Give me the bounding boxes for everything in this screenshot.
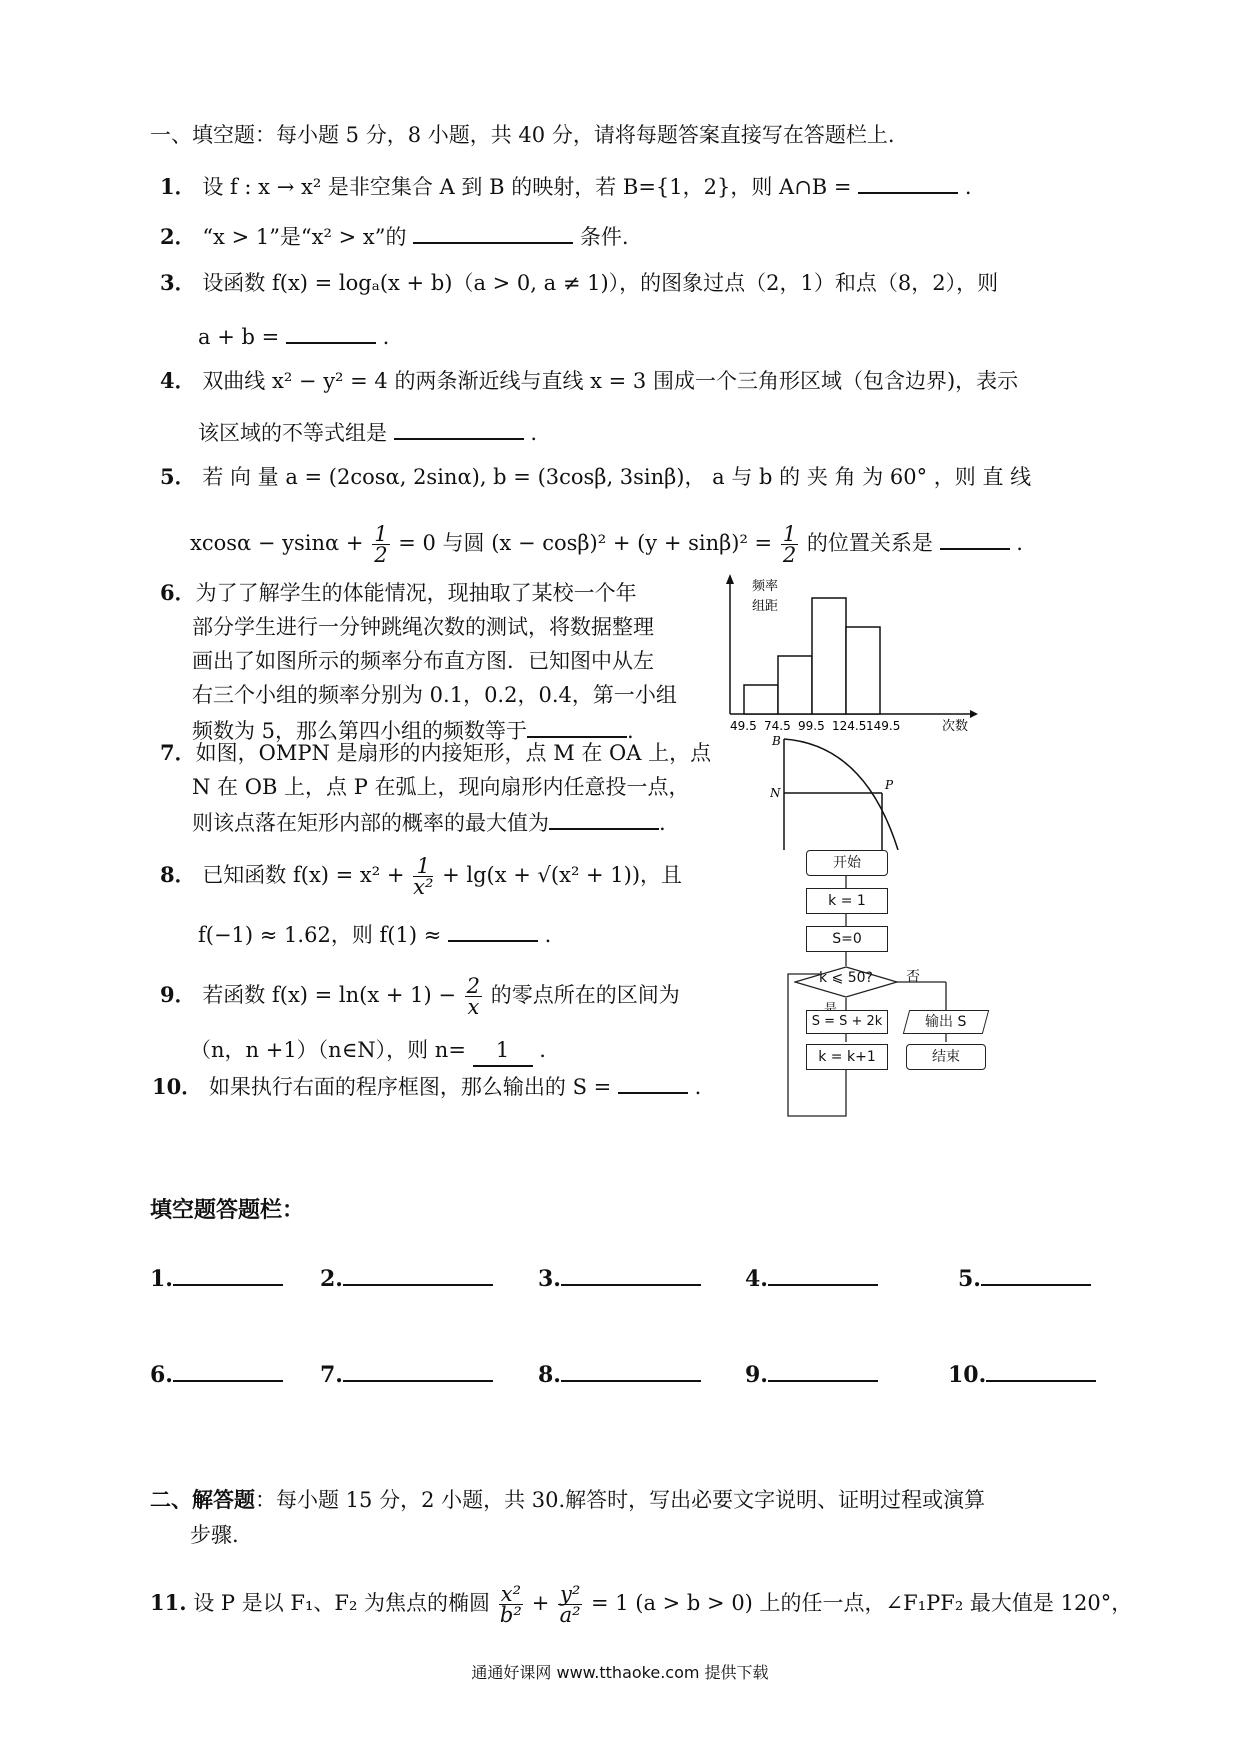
answer-slot-6[interactable] [150, 1358, 283, 1388]
question-8-text-b: f(−1) ≈ 1.62，则 f(1) ≈ [198, 923, 442, 947]
question-8 [160, 852, 682, 898]
question-2 [160, 220, 629, 252]
question-8-line2 [198, 918, 551, 950]
sector-label-p: P [885, 778, 894, 792]
question-3-end: . [382, 325, 390, 349]
question-4-number: 4． [160, 368, 196, 393]
question-4 [160, 366, 1018, 396]
question-7-number: 7． [160, 740, 196, 765]
section2-heading-rest: ：每小题 15 分，2 小题，共 30.解答时，写出必要文字说明、证明过程或演算 [255, 1488, 986, 1512]
question-10-text: 如果执行右面的程序框图，那么输出的 S = [208, 1075, 612, 1099]
flowchart-s-init: S=0 [806, 926, 888, 952]
question-11-number: 11. [150, 1590, 187, 1615]
sector-label-b: B [772, 735, 781, 748]
answer-slot-1-label: 1. [150, 1266, 173, 1292]
question-3-number: 3． [160, 270, 196, 295]
histogram-tick-label: 149.5 [866, 719, 901, 732]
histogram-ylabel-top: 频率 [752, 579, 779, 594]
flowchart-k-init: k = 1 [806, 888, 888, 914]
question-5-blank [940, 526, 1010, 550]
question-9 [160, 972, 680, 1018]
answer-slot-9-line[interactable] [768, 1358, 878, 1382]
question-5-text-b3: 的位置关系是 [806, 531, 933, 555]
answer-slot-6-label: 6. [150, 1362, 173, 1388]
answer-slot-2[interactable] [320, 1262, 493, 1292]
flowchart-update-k: k = k+1 [806, 1044, 888, 1070]
question-7-end: . [659, 811, 666, 835]
answer-slot-6-line[interactable] [173, 1358, 283, 1382]
histogram-figure [720, 572, 980, 732]
histogram-tick-label: 124.5 [832, 719, 867, 732]
section2-heading-bold: 二、解答题 [150, 1487, 255, 1512]
question-4-end: . [530, 421, 538, 445]
question-3-text: 设函数 f(x) = logₐ(x + b)（a > 0, a ≠ 1)），的图象过点（2，1）和点（8，2），则 [202, 271, 999, 295]
question-8-text: 已知函数 f(x) = x² + [202, 863, 405, 887]
question-6-line-2: 部分学生进行一分钟跳绳次数的测试，将数据整理 [192, 615, 654, 639]
question-6-line-5: 频数为 5，那么第四小组的频数等于 [192, 719, 528, 743]
flowchart-condition: k ⩽ 50? [819, 970, 873, 986]
answer-slot-8[interactable] [538, 1358, 701, 1388]
answer-slot-3-line[interactable] [561, 1262, 701, 1286]
question-1 [160, 170, 972, 202]
histogram-x-arrow [970, 710, 978, 718]
question-1-text: 设 f : x → x² 是非空集合 A 到 B 的映射，若 B={1，2}，则 A∩B = [202, 175, 852, 199]
question-9-text-b: （n，n +1）（n∈N），则 n= [190, 1038, 466, 1062]
question-5-fraction-1: $\frac{1}{2}$ [374, 522, 388, 567]
question-6-line-1: 为了了解学生的体能情况，现抽取了某校一个年 [195, 581, 637, 605]
question-2-blank [413, 220, 573, 244]
flowchart-update-s: S = S + 2k [806, 1010, 888, 1034]
question-1-blank [858, 170, 958, 194]
histogram-ylabel-bottom: 组距 [752, 599, 779, 614]
question-8-text-2: + lg(x + √(x² + 1))，且 [442, 863, 683, 887]
answer-slot-4-label: 4. [745, 1266, 768, 1292]
question-5-end: . [1016, 531, 1023, 555]
answer-slot-5-label: 5. [958, 1266, 981, 1292]
question-4-text: 双曲线 x² − y² = 4 的两条渐近线与直线 x = 3 围成一个三角形区域（包含边界)，表示 [202, 369, 1019, 393]
question-1-end: . [964, 175, 972, 199]
answer-slot-4-line[interactable] [768, 1262, 878, 1286]
question-9-answer: 1 [473, 1035, 533, 1067]
question-1-number: 1． [160, 174, 196, 199]
question-7 [160, 738, 760, 838]
page-footer: 通通好课网 www.tthaoke.com 提供下载 [471, 1663, 769, 1682]
question-10-number: 10． [152, 1074, 203, 1099]
question-6-blank [527, 714, 627, 738]
histogram-ticks [730, 719, 900, 732]
answer-slot-2-line[interactable] [343, 1262, 493, 1286]
question-11-fraction-1: $\frac{\text{x²}}{\text{b²}}$ [499, 1582, 522, 1627]
question-8-blank [448, 918, 538, 942]
question-7-blank [549, 806, 659, 830]
question-5-text-b1: xcosα − ysinα + [190, 531, 364, 555]
question-6-end: . [627, 719, 634, 743]
flowchart-end: 结束 [906, 1044, 986, 1070]
histogram-bar [744, 685, 778, 714]
question-8-fraction: $\frac{1}{\text{x²}}$ [413, 854, 434, 899]
answer-slot-9-label: 9. [745, 1362, 768, 1388]
answer-slot-7[interactable] [320, 1358, 493, 1388]
question-5-number: 5． [160, 464, 196, 489]
question-5-line2 [190, 520, 1023, 566]
answer-slot-5[interactable] [958, 1262, 1091, 1292]
question-5-text: 若 向 量 a = (2cosα, 2sinα), b = (3cosβ, 3sinβ)， a 与 b 的 夹 角 为 60° ，则 直 线 [202, 465, 1032, 489]
question-10-end: . [694, 1075, 702, 1099]
flowchart-output-label: 输出 S [925, 1014, 967, 1030]
question-11-text: 设 P 是以 F₁、F₂ 为焦点的椭圆 [193, 1591, 491, 1615]
section2-heading-line2: 步骤. [190, 1523, 239, 1547]
question-3-blank [286, 320, 376, 344]
flowchart [780, 848, 1000, 1128]
section2-heading [150, 1485, 985, 1515]
question-11 [150, 1578, 1132, 1628]
histogram-bar [812, 598, 846, 714]
answer-slot-7-label: 7. [320, 1362, 343, 1388]
section1-heading: 一、填空题：每小题 5 分，8 小题，共 40 分，请将每题答案直接写在答题栏上. [150, 123, 895, 147]
question-11-text-b: = 1 (a > b > 0) 上的任一点，∠F₁PF₂ 最大值是 120°， [590, 1591, 1133, 1615]
question-6-number: 6． [160, 580, 196, 605]
histogram-bar [778, 656, 812, 714]
question-6-line-3: 画出了如图所示的频率分布直方图．已知图中从左 [192, 649, 654, 673]
question-11-plus: + [531, 1591, 550, 1615]
answer-slot-5-line[interactable] [981, 1262, 1091, 1286]
answer-slot-8-line[interactable] [561, 1358, 701, 1382]
question-9-text: 若函数 f(x) = ln(x + 1) − [202, 983, 456, 1007]
question-11-fraction-2: $\frac{\text{y²}}{\text{a²}}$ [559, 1582, 581, 1627]
histogram-bar [846, 627, 880, 714]
histogram-bars [744, 598, 880, 714]
question-10-blank [618, 1070, 688, 1094]
question-7-line-2: N 在 OB 上，点 P 在弧上，现向扇形内任意投一点， [192, 775, 690, 799]
question-8-end: . [544, 923, 552, 947]
question-9-text-2: 的零点所在的区间为 [490, 983, 680, 1007]
question-9-fraction: $\frac{2}{x}$ [466, 974, 481, 1019]
answer-slot-3[interactable] [538, 1262, 701, 1292]
answer-slot-7-line[interactable] [343, 1358, 493, 1382]
histogram-y-arrow [726, 574, 734, 584]
histogram-tick-label: 49.5 [730, 719, 757, 732]
histogram-tick-label: 99.5 [798, 719, 825, 732]
answer-sheet-title: 填空题答题栏： [150, 1197, 305, 1223]
question-9-line2 [190, 1035, 546, 1067]
question-8-number: 8． [160, 862, 196, 887]
answer-slot-9[interactable] [745, 1358, 878, 1388]
answer-slot-1-line[interactable] [173, 1262, 283, 1286]
answer-slot-2-label: 2. [320, 1266, 343, 1292]
question-5 [160, 462, 1031, 492]
question-9-number: 9． [160, 982, 196, 1007]
question-5-fraction-2: $\frac{1}{2}$ [782, 522, 797, 567]
answer-slot-10-line[interactable] [986, 1358, 1096, 1382]
answer-slot-8-label: 8. [538, 1362, 561, 1388]
histogram-xlabel: 次数 [942, 719, 969, 732]
sector-label-n: N [770, 786, 781, 800]
question-4-blank [394, 416, 524, 440]
flowchart-output [903, 1010, 989, 1034]
question-7-line-3: 则该点落在矩形内部的概率的最大值为 [192, 811, 549, 835]
question-7-line-1: 如图，OMPN 是扇形的内接矩形，点 M 在 OA 上，点 [195, 741, 712, 765]
question-6 [160, 578, 720, 746]
histogram-tick-label: 74.5 [764, 719, 791, 732]
answer-slot-10-label: 10. [948, 1362, 987, 1388]
answer-slot-4[interactable] [745, 1262, 878, 1292]
question-5-text-b2: = 0 与圆 (x − cosβ)² + (y + sinβ)² = [398, 531, 773, 555]
flowchart-start: 开始 [806, 850, 888, 876]
question-6-line-4: 右三个小组的频率分别为 0.1，0.2，0.4，第一小组 [192, 683, 677, 707]
question-4-text-b: 该区域的不等式组是 [198, 421, 387, 445]
question-9-end: . [539, 1038, 546, 1062]
question-2-end: 条件. [579, 225, 629, 249]
flowchart-no-label: 否 [906, 969, 920, 985]
answer-slot-3-label: 3. [538, 1266, 561, 1292]
answer-slot-10[interactable] [948, 1358, 1096, 1388]
sector-figure [770, 735, 920, 850]
question-3 [160, 268, 998, 298]
question-3-text-b: a + b = [198, 325, 280, 349]
question-3-line2 [198, 320, 389, 352]
question-4-line2 [198, 416, 537, 448]
answer-slot-1[interactable] [150, 1262, 283, 1292]
question-2-number: 2． [160, 224, 196, 249]
question-2-text: “x > 1”是“x² > x”的 [202, 225, 407, 249]
question-10 [152, 1070, 701, 1102]
sector-arc [784, 739, 898, 850]
